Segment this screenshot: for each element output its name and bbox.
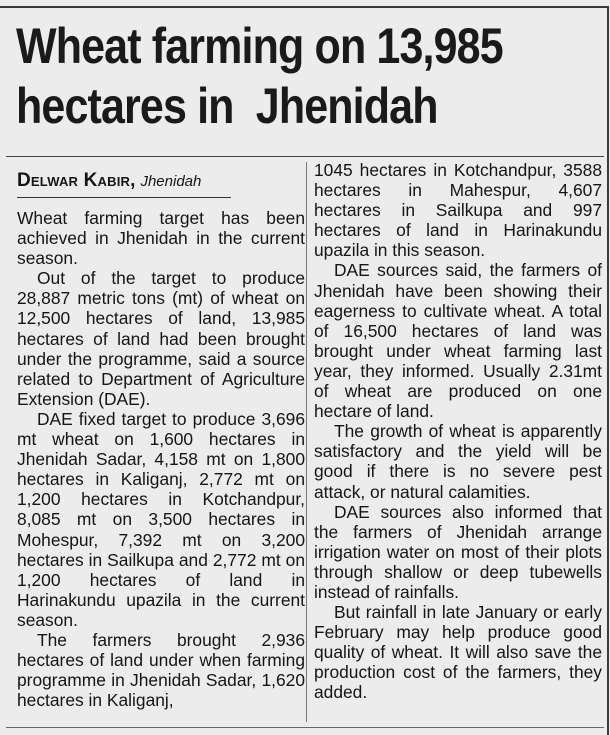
left-column	[17, 160, 305, 710]
byline-author: Delwar Kabir,	[17, 170, 136, 191]
paragraph: Out of the target to produce 28,887 metric tons (mt) of wheat on 12,500 hectares of land, 13,985 hectares of land had been brought under the programme, said a source related to Department of Agriculture Extension (DAE).	[17, 268, 305, 409]
column-divider	[306, 162, 307, 722]
headline-line-2: hectares in Jhenidah	[16, 78, 438, 134]
byline-location: Jhenidah	[140, 173, 202, 190]
paragraph: DAE sources also informed that the farmers of Jhenidah arrange irrigation water on most of their plots through shallow or deep tubewells instead of rainfalls.	[314, 501, 602, 602]
byline	[17, 170, 231, 198]
paragraph: DAE sources said, the farmers of Jhenidah have been showing their eagerness to cultivate wheat. A total of 16,500 hectares of land was brought under wheat farming last year, they informed. Usually 2.31mt of wheat are produced on one hectare of land.	[314, 260, 602, 422]
top-rule	[0, 6, 608, 8]
paragraph: Wheat farming target has been achieved in Jhenidah in the current season.	[17, 208, 305, 269]
right-column	[314, 160, 602, 703]
headline-line-1: Wheat farming on 13,985	[16, 18, 503, 74]
paragraph: 1045 hectares in Kotchandpur, 3588 hectares in Mahespur, 4,607 hectares in Sailkupa and 997 hectares of land in Harinakundu upazila in this season.	[314, 160, 602, 261]
paragraph: DAE fixed target to produce 3,696 mt wheat on 1,600 hectares in Jhenidah Sadar, 4,158 mt on 1,800 hectares in Kaliganj, 2,772 mt on 1,200 hectares in Kotchandpur, 8,085 mt on 3,500 hectares in Mohespur, 7,392 mt on 3,200 hectares in Sailkupa and 2,772 mt on 1,200 hectares of land in Harinakundu upazila in the current season.	[17, 408, 305, 630]
headline	[16, 16, 522, 136]
bottom-rule	[6, 727, 604, 728]
right-rule	[607, 6, 609, 735]
headline-rule	[6, 156, 604, 157]
paragraph: The growth of wheat is apparently satisfactory and the yield will be good if there is no severe pest attack, or natural calamities.	[314, 421, 602, 502]
paragraph: The farmers brought 2,936 hectares of land under when farming programme in Jhenidah Sadar, 1,620 hectares in Kaliganj,	[17, 629, 305, 711]
paragraph: But rainfall in late January or early February may help produce good quality of wheat. It will also save the production cost of the farmers, they added.	[314, 602, 602, 703]
